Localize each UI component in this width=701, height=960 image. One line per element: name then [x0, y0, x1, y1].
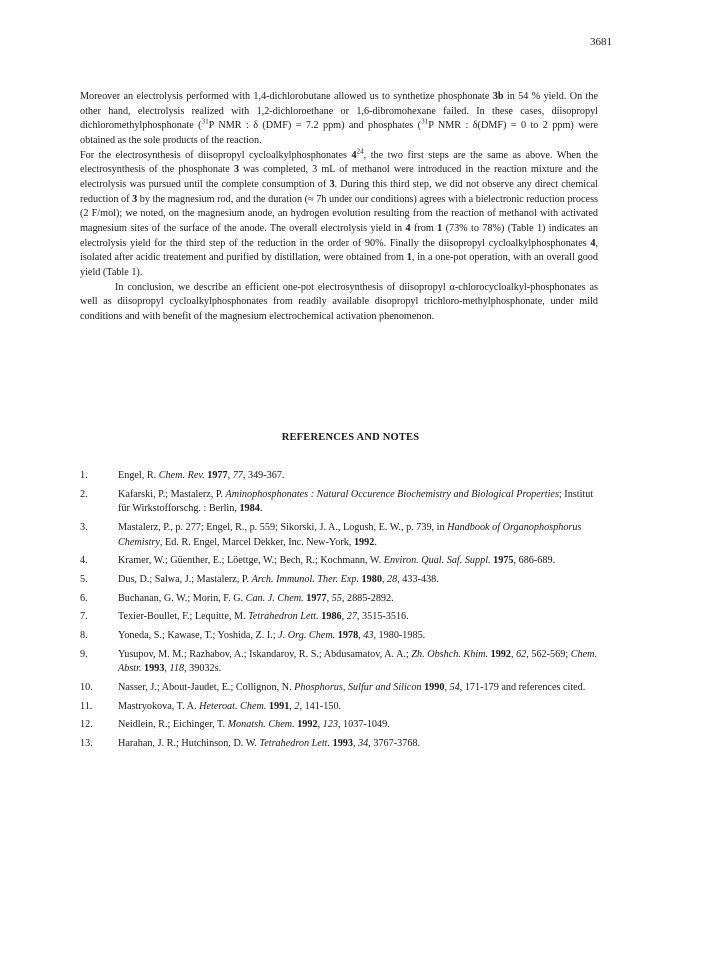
text-run: Chem. Abstr. — [118, 648, 598, 675]
reference-number: 10. — [80, 681, 93, 693]
text-run: P NMR : δ (DMF) = 7.2 ppm) and phosphates ( — [208, 120, 422, 132]
reference-text — [118, 738, 420, 749]
text-run: 1993 — [144, 663, 165, 675]
text-run: Monatsh. Chem. — [227, 719, 295, 731]
text-run: . — [259, 503, 263, 515]
text-run: Neidlein, R.; Eichinger, T. — [118, 719, 228, 731]
reference-number: 8. — [80, 630, 88, 641]
text-run: , isolated after acidic treatement and purified by distillation, were obtained from — [80, 237, 598, 264]
text-run: 1990 — [424, 681, 445, 693]
text-run: 1992 — [353, 536, 375, 548]
text-run: 1986 — [321, 611, 342, 623]
reference-item — [80, 573, 600, 588]
text-run: Texier-Boullet, F.; Lequitte, M. — [118, 611, 249, 623]
text-run: 2 — [294, 700, 300, 712]
text-run: 118 — [169, 663, 185, 675]
text-run: Tetrahedron Lett. — [259, 738, 331, 750]
text-run: 1991 — [268, 700, 290, 712]
reference-item — [80, 592, 600, 607]
reference-number: 3. — [80, 521, 88, 533]
reference-number: 2. — [80, 488, 88, 500]
text-run: (73% to 78%) (Table 1) indicates an electrolysis yield for the third step of the reduction in the order of 90%. Finally the diisopropyl cycloalkylphosphonates — [80, 222, 598, 249]
text-run: 1977 — [207, 470, 228, 481]
body-text — [80, 90, 598, 325]
text-run: by the magnesium rod, and the duration (≈ 7h under our conditions) agrees with a bielectronic reduction process (2 F/mol); we noted, on the magnesium anode, an hydrogen evolution resulting from the reaction of methanol with activated magnesium sites of the surface of the anode. The overall electrolysis yield in — [80, 193, 598, 234]
text-run: Nasser, J.; About-Jaudet, E.; Collignon, N. — [118, 681, 295, 693]
text-run: , — [326, 592, 332, 604]
text-run: Moreover an electrolysis performed with 1,4-dichlorobutane allowed us to synthetize phosphonate — [80, 91, 493, 102]
paragraph — [80, 149, 598, 281]
text-run: 1977 — [306, 592, 327, 604]
text-run: Buchanan, G. W.; Morin, F. G. — [118, 592, 246, 604]
text-run: from — [410, 222, 438, 234]
text-run: Heteroat. Chem. — [199, 700, 267, 712]
text-run: 1975 — [493, 555, 514, 567]
text-run: , 433-438. — [397, 573, 439, 585]
text-run: 4 — [405, 222, 411, 234]
page-number: 3681 — [590, 36, 612, 48]
reference-text — [118, 682, 585, 693]
reference-item — [80, 554, 600, 569]
text-run: 3 — [329, 178, 335, 190]
text-run: 1992 — [490, 648, 511, 660]
text-run: , the two first steps are the same as above. When the electrosynthesis of the phosphonate — [80, 149, 598, 176]
reference-text — [118, 470, 284, 481]
text-run: 54 — [449, 681, 460, 693]
text-run: Mastryokova, T. A. — [118, 700, 200, 712]
text-run: 3 — [132, 193, 138, 205]
references-list — [80, 469, 600, 756]
text-run: , — [317, 719, 323, 731]
text-run: 24 — [356, 147, 364, 156]
text-run: 31 — [421, 117, 429, 126]
text-run: . — [374, 536, 377, 548]
text-run: Arch. Immunol. Ther. Exp. — [251, 573, 359, 585]
reference-number: 4. — [80, 555, 88, 567]
reference-text — [118, 719, 390, 730]
reference-item — [80, 469, 600, 484]
text-run: J. Org. Chem. — [278, 630, 336, 641]
text-run: Yoneda, S.; Kawase, T.; Yoshida, Z. I.; — [118, 630, 279, 641]
text-run: 55 — [331, 592, 342, 604]
reference-item — [80, 521, 600, 550]
text-run: P NMR : δ(DMF) = 0 to 2 ppm) were obtained as the sole products of the reaction. — [80, 120, 598, 146]
text-run: , 3767-3768. — [368, 738, 421, 750]
text-run: Aminophosphonates : Natural Occurence Biochemistry and Biological Properties — [225, 488, 559, 500]
text-run: Can. J. Chem. — [245, 592, 304, 604]
text-run: , 141-150. — [299, 700, 342, 712]
reference-item — [80, 648, 600, 677]
reference-text — [118, 630, 425, 641]
text-run: 43 — [363, 630, 374, 641]
reference-text — [118, 574, 439, 585]
reference-item — [80, 737, 600, 752]
reference-number: 1. — [80, 470, 88, 481]
text-run: was completed, 3 mL of methanol were introduced in the reaction mixture and the electrolysis was pursued until the complete consumption of — [80, 164, 598, 190]
text-run: Handbook of Organophosphorus Chemistry — [118, 521, 582, 548]
text-run: , 39032s. — [184, 663, 222, 675]
text-run: Zh. Obshch. Khim. — [411, 648, 489, 660]
text-run: , — [289, 700, 295, 712]
text-run: . During this third step, we did not observe any direct chemical reduction of — [80, 178, 598, 205]
text-run: 1993 — [332, 738, 353, 750]
text-run: , — [341, 611, 347, 623]
reference-text — [118, 593, 394, 604]
text-run: Harahan, J. R.; Hutchinson, D. W. — [118, 738, 260, 750]
text-run: , — [358, 630, 364, 641]
reference-item — [80, 681, 600, 696]
text-run: , 349-367. — [242, 470, 285, 481]
reference-number: 12. — [80, 719, 93, 731]
reference-number: 7. — [80, 611, 88, 623]
text-run: , — [381, 573, 388, 585]
text-run: For the electrosynthesis of diisopropyl cycloalkylphosphonates — [80, 149, 352, 161]
text-run: , — [164, 663, 170, 675]
reference-item — [80, 610, 600, 625]
reference-number: 11. — [80, 700, 93, 712]
text-run: 27 — [346, 611, 357, 623]
reference-number: 5. — [80, 573, 88, 585]
text-run: , 1980-1985. — [373, 630, 426, 641]
text-run: Tetrahedron Lett. — [248, 611, 319, 623]
text-run: ; Institut für Wirkstofforschg. : Berlin, — [118, 488, 594, 515]
text-run: , Ed. R. Engel, Marcel Dekker, Inc. New-York, — [159, 536, 354, 548]
text-run: 77 — [232, 470, 243, 481]
text-run: 4 — [590, 237, 596, 249]
reference-text — [118, 649, 597, 675]
text-run: Kafarski, P.; Mastalerz, P. — [118, 488, 226, 500]
text-run: Chem. Rev. — [158, 470, 205, 481]
reference-item — [80, 700, 600, 715]
reference-item — [80, 629, 600, 644]
text-run: 34 — [358, 738, 369, 750]
text-run: 1 — [406, 252, 412, 264]
text-run: , — [227, 470, 233, 481]
reference-item — [80, 718, 600, 733]
text-run: in 54 % yield. On the other hand, electrolysis realized with 1,2-dichloroethane or 1,6-dibromohexane failed. In these cases, diisopropyl dichloromethylphosphonate ( — [80, 91, 598, 132]
text-run: 1978 — [337, 630, 359, 641]
reference-item — [80, 488, 600, 517]
text-run: , 3515-3516. — [356, 611, 409, 623]
text-run: , 2885-2892. — [341, 592, 394, 604]
text-run: 4 — [351, 149, 357, 161]
text-run: 31 — [201, 117, 209, 126]
text-run: 28 — [387, 573, 398, 585]
reference-text — [118, 555, 555, 566]
text-run: , 1037-1049. — [337, 719, 390, 731]
text-run: Yusupov, M. M.; Razhabov, A.; Iskandarov, R. S.; Abdusamatov, A. A.; — [118, 648, 412, 660]
text-run: Mastalerz, P., p. 277; Engel, R., p. 559; Sikorski, J. A., Logush, E. W., p. 739, in — [118, 521, 448, 533]
paragraph — [80, 281, 598, 325]
text-run: 1984 — [239, 503, 260, 515]
text-run: , 686-689. — [513, 555, 556, 567]
text-run: Environ. Qual. Saf. Suppl. — [383, 555, 491, 567]
text-run: , 171-179 and references cited. — [459, 681, 586, 693]
text-run: 62 — [516, 648, 527, 660]
text-run: , — [444, 681, 450, 693]
text-run: , — [352, 738, 359, 750]
reference-text — [118, 489, 593, 515]
references-heading: REFERENCES AND NOTES — [281, 432, 420, 443]
reference-text — [118, 522, 581, 548]
text-run: , — [510, 648, 517, 660]
reference-number: 6. — [80, 592, 88, 604]
text-run: In conclusion, we describe an efficient one-pot electrosynthesis of diisopropyl α-chlorocycloalkyl-phosphonates as well as diisopropyl cycloalkylphosphonates from readily available disopropyl trichloro-methylphosphonate, under mild conditions and with benefit of the magnesium electrochemical activation phenomenon. — [80, 281, 598, 322]
text-run: 3 — [233, 164, 240, 176]
text-run: Kramer, W.; Güenther, E.; Löettge, W.; Bech, R.; Kochmann, W. — [118, 555, 384, 567]
text-run: Engel, R. — [118, 470, 159, 481]
reference-text — [118, 611, 409, 622]
reference-number: 13. — [80, 738, 93, 750]
reference-number: 9. — [80, 648, 88, 660]
text-run: 1992 — [297, 719, 318, 731]
text-run: 1980 — [361, 573, 382, 585]
text-run: 123 — [322, 719, 338, 731]
text-run: Dus, D.; Salwa, J.; Mastalerz, P. — [118, 573, 252, 585]
text-run: , 562-569; — [526, 648, 571, 660]
paragraph — [80, 90, 598, 149]
text-run: , in a one-pot operation, with an overall good yield (Table 1). — [80, 252, 598, 278]
text-run: Phosphorus, Sulfur and Silicon — [294, 681, 422, 693]
text-run: 3b — [492, 91, 504, 102]
reference-text — [118, 701, 341, 712]
text-run: 1 — [437, 222, 443, 234]
